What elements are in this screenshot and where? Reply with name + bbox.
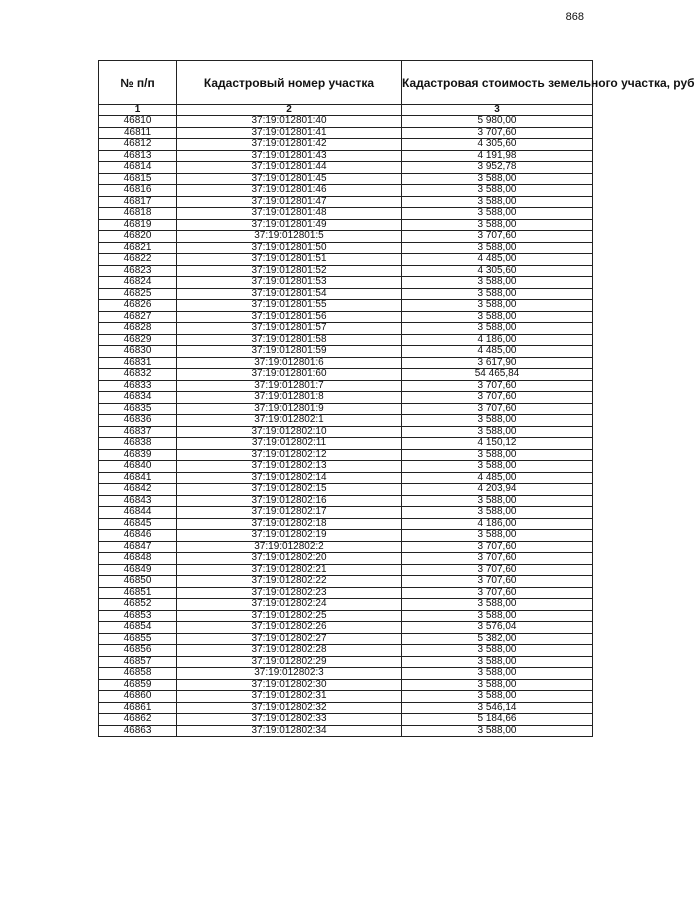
cadastral-number: 37:19:012801:57: [177, 323, 402, 335]
table-row: [99, 403, 593, 415]
table-row: [99, 392, 593, 404]
cadastral-number: 37:19:012801:47: [177, 196, 402, 208]
row-number: 46860: [99, 691, 177, 703]
table-row: [99, 242, 593, 254]
cadastral-cost: 3 588,00: [402, 242, 593, 254]
cadastral-cost: 3 588,00: [402, 277, 593, 289]
cadastral-number: 37:19:012802:12: [177, 449, 402, 461]
cadastral-number: 37:19:012801:41: [177, 127, 402, 139]
cadastral-number: 37:19:012802:34: [177, 725, 402, 737]
cadastral-number: 37:19:012802:18: [177, 518, 402, 530]
cadastral-cost: 3 588,00: [402, 610, 593, 622]
table-row: [99, 139, 593, 151]
table-row: [99, 725, 593, 737]
cadastral-number: 37:19:012802:26: [177, 622, 402, 634]
table-row: [99, 530, 593, 542]
cadastral-cost: 3 588,00: [402, 645, 593, 657]
row-number: 46843: [99, 495, 177, 507]
table-row: [99, 116, 593, 128]
row-number: 46822: [99, 254, 177, 266]
row-number: 46855: [99, 633, 177, 645]
cadastral-number: 37:19:012802:21: [177, 564, 402, 576]
cadastral-cost: 5 980,00: [402, 116, 593, 128]
cadastral-cost: 3 707,60: [402, 392, 593, 404]
column-number-1: 1: [99, 105, 177, 116]
row-number: 46824: [99, 277, 177, 289]
cadastral-number: 37:19:012801:9: [177, 403, 402, 415]
row-number: 46858: [99, 668, 177, 680]
cadastral-number: 37:19:012802:3: [177, 668, 402, 680]
row-number: 46847: [99, 541, 177, 553]
row-number: 46845: [99, 518, 177, 530]
table-row: [99, 553, 593, 565]
cadastral-cost: 3 588,00: [402, 725, 593, 737]
row-number: 46857: [99, 656, 177, 668]
table-row: [99, 587, 593, 599]
cadastral-cost: 3 588,00: [402, 323, 593, 335]
cadastral-cost: 3 588,00: [402, 530, 593, 542]
cadastral-number: 37:19:012802:24: [177, 599, 402, 611]
table-row: [99, 426, 593, 438]
table-row: [99, 656, 593, 668]
table-row: [99, 277, 593, 289]
header-cadastral-cost: Кадастровая стоимость земельного участка, руб: [402, 61, 593, 105]
cadastral-number: 37:19:012802:23: [177, 587, 402, 599]
row-number: 46839: [99, 449, 177, 461]
table-row: [99, 472, 593, 484]
table-row: [99, 449, 593, 461]
cadastral-cost: 3 588,00: [402, 219, 593, 231]
cadastral-cost: 4 186,00: [402, 334, 593, 346]
row-number: 46823: [99, 265, 177, 277]
cadastral-number: 37:19:012802:11: [177, 438, 402, 450]
table-row: [99, 691, 593, 703]
table-row: [99, 288, 593, 300]
row-number: 46852: [99, 599, 177, 611]
column-number-3: 3: [402, 105, 593, 116]
cadastral-cost: 3 588,00: [402, 185, 593, 197]
cadastral-number: 37:19:012802:16: [177, 495, 402, 507]
table-row: [99, 219, 593, 231]
cadastral-number: 37:19:012801:44: [177, 162, 402, 174]
table-row: [99, 254, 593, 266]
table-row: [99, 610, 593, 622]
cadastral-number: 37:19:012801:51: [177, 254, 402, 266]
row-number: 46834: [99, 392, 177, 404]
cadastral-cost: 3 707,60: [402, 380, 593, 392]
row-number: 46853: [99, 610, 177, 622]
cadastral-number: 37:19:012802:29: [177, 656, 402, 668]
cadastral-cost: 3 707,60: [402, 231, 593, 243]
row-number: 46862: [99, 714, 177, 726]
table-row: [99, 173, 593, 185]
row-number: 46830: [99, 346, 177, 358]
table-row: [99, 461, 593, 473]
page-number: 868: [565, 11, 584, 23]
cadastral-number: 37:19:012802:14: [177, 472, 402, 484]
cadastral-cost: 54 465,84: [402, 369, 593, 381]
cadastral-number: 37:19:012802:22: [177, 576, 402, 588]
table-header: [99, 61, 695, 116]
table-row: [99, 208, 593, 220]
row-number: 46818: [99, 208, 177, 220]
table-row: [99, 380, 593, 392]
cadastral-number: 37:19:012802:13: [177, 461, 402, 473]
table-row: [99, 622, 593, 634]
cadastral-number: 37:19:012801:7: [177, 380, 402, 392]
cadastral-cost: 4 203,94: [402, 484, 593, 496]
row-number: 46814: [99, 162, 177, 174]
table-row: [99, 679, 593, 691]
cadastral-cost: 4 485,00: [402, 472, 593, 484]
cadastral-cost: 4 485,00: [402, 346, 593, 358]
cadastral-number: 37:19:012801:48: [177, 208, 402, 220]
cadastral-number: 37:19:012801:40: [177, 116, 402, 128]
cadastral-cost: 4 485,00: [402, 254, 593, 266]
cadastral-number: 37:19:012801:45: [177, 173, 402, 185]
row-number: 46831: [99, 357, 177, 369]
cadastral-cost: 3 588,00: [402, 691, 593, 703]
cadastral-cost: 3 707,60: [402, 127, 593, 139]
cadastral-cost: 3 588,00: [402, 656, 593, 668]
row-number: 46816: [99, 185, 177, 197]
table-row: [99, 127, 593, 139]
cadastral-cost: 3 588,00: [402, 599, 593, 611]
cadastral-number: 37:19:012802:33: [177, 714, 402, 726]
row-number: 46849: [99, 564, 177, 576]
row-number: 46825: [99, 288, 177, 300]
cadastral-cost: 3 588,00: [402, 196, 593, 208]
cadastral-number: 37:19:012801:54: [177, 288, 402, 300]
column-number-row: [99, 105, 593, 116]
table-row: [99, 162, 593, 174]
row-number: 46815: [99, 173, 177, 185]
cadastral-cost: 3 588,00: [402, 311, 593, 323]
header-cadastral-number: Кадастровый номер участка: [177, 61, 402, 105]
table-row: [99, 438, 593, 450]
cadastral-number: 37:19:012801:56: [177, 311, 402, 323]
row-number: 46828: [99, 323, 177, 335]
cadastral-cost: 3 588,00: [402, 679, 593, 691]
cadastral-number: 37:19:012802:17: [177, 507, 402, 519]
cadastral-number: 37:19:012802:25: [177, 610, 402, 622]
cadastral-number: 37:19:012802:20: [177, 553, 402, 565]
table-row: [99, 518, 593, 530]
row-number: 46856: [99, 645, 177, 657]
row-number: 46813: [99, 150, 177, 162]
header-number: № п/п: [99, 61, 177, 105]
cadastral-cost: 3 707,60: [402, 576, 593, 588]
table-row: [99, 357, 593, 369]
row-number: 46835: [99, 403, 177, 415]
row-number: 46861: [99, 702, 177, 714]
cadastral-number: 37:19:012802:27: [177, 633, 402, 645]
column-number-2: 2: [177, 105, 402, 116]
cadastral-cost: 3 588,00: [402, 173, 593, 185]
table-body: [99, 116, 593, 737]
table-row: [99, 323, 593, 335]
row-number: 46859: [99, 679, 177, 691]
cadastral-cost: 3 588,00: [402, 461, 593, 473]
cadastral-cost: 4 191,98: [402, 150, 593, 162]
table-row: [99, 541, 593, 553]
cadastral-number: 37:19:012802:31: [177, 691, 402, 703]
row-number: 46842: [99, 484, 177, 496]
cadastral-cost: 3 588,00: [402, 415, 593, 427]
cadastral-cost: 3 546,14: [402, 702, 593, 714]
cadastral-cost: 3 588,00: [402, 668, 593, 680]
table-row: [99, 369, 593, 381]
table-row: [99, 633, 593, 645]
cadastral-cost: 5 382,00: [402, 633, 593, 645]
row-number: 46812: [99, 139, 177, 151]
table-row: [99, 507, 593, 519]
row-number: 46820: [99, 231, 177, 243]
row-number: 46821: [99, 242, 177, 254]
table-row: [99, 300, 593, 312]
row-number: 46837: [99, 426, 177, 438]
cadastral-cost: 3 588,00: [402, 426, 593, 438]
cadastral-number: 37:19:012802:28: [177, 645, 402, 657]
cadastral-number: 37:19:012801:42: [177, 139, 402, 151]
table-row: [99, 576, 593, 588]
table-row: [99, 668, 593, 680]
cadastral-cost: 4 305,60: [402, 139, 593, 151]
cadastral-cost: 3 707,60: [402, 587, 593, 599]
cadastral-table: [98, 60, 695, 737]
cadastral-cost: 3 617,90: [402, 357, 593, 369]
cadastral-cost: 4 150,12: [402, 438, 593, 450]
cadastral-cost: 3 707,60: [402, 553, 593, 565]
cadastral-cost: 4 305,60: [402, 265, 593, 277]
table-row: [99, 645, 593, 657]
table-row: [99, 346, 593, 358]
cadastral-cost: 3 707,60: [402, 541, 593, 553]
row-number: 46846: [99, 530, 177, 542]
cadastral-number: 37:19:012802:19: [177, 530, 402, 542]
cadastral-cost: 3 707,60: [402, 403, 593, 415]
cadastral-cost: 3 588,00: [402, 288, 593, 300]
cadastral-number: 37:19:012802:30: [177, 679, 402, 691]
cadastral-number: 37:19:012801:58: [177, 334, 402, 346]
row-number: 46829: [99, 334, 177, 346]
cadastral-cost: 3 952,78: [402, 162, 593, 174]
cadastral-cost: 3 588,00: [402, 495, 593, 507]
cadastral-number: 37:19:012801:55: [177, 300, 402, 312]
row-number: 46826: [99, 300, 177, 312]
cadastral-number: 37:19:012802:10: [177, 426, 402, 438]
table-row: [99, 415, 593, 427]
table-row: [99, 495, 593, 507]
cadastral-number: 37:19:012801:6: [177, 357, 402, 369]
cadastral-number: 37:19:012801:60: [177, 369, 402, 381]
table-row: [99, 702, 593, 714]
row-number: 46841: [99, 472, 177, 484]
row-number: 46838: [99, 438, 177, 450]
cadastral-number: 37:19:012802:1: [177, 415, 402, 427]
row-number: 46850: [99, 576, 177, 588]
cadastral-number: 37:19:012801:50: [177, 242, 402, 254]
table-row: [99, 484, 593, 496]
row-number: 46832: [99, 369, 177, 381]
cadastral-cost: 5 184,66: [402, 714, 593, 726]
cadastral-number: 37:19:012801:8: [177, 392, 402, 404]
table-row: [99, 334, 593, 346]
cadastral-number: 37:19:012801:49: [177, 219, 402, 231]
row-number: 46844: [99, 507, 177, 519]
cadastral-number: 37:19:012802:15: [177, 484, 402, 496]
cadastral-number: 37:19:012801:53: [177, 277, 402, 289]
row-number: 46840: [99, 461, 177, 473]
cadastral-cost: 3 588,00: [402, 449, 593, 461]
row-number: 46810: [99, 116, 177, 128]
table-row: [99, 265, 593, 277]
table-row: [99, 599, 593, 611]
cadastral-cost: 4 186,00: [402, 518, 593, 530]
table-row: [99, 564, 593, 576]
table-row: [99, 714, 593, 726]
cadastral-number: 37:19:012802:2: [177, 541, 402, 553]
row-number: 46848: [99, 553, 177, 565]
cadastral-number: 37:19:012801:46: [177, 185, 402, 197]
cadastral-cost: 3 576,04: [402, 622, 593, 634]
row-number: 46827: [99, 311, 177, 323]
cadastral-number: 37:19:012802:32: [177, 702, 402, 714]
table-row: [99, 196, 593, 208]
table-row: [99, 311, 593, 323]
cadastral-number: 37:19:012801:59: [177, 346, 402, 358]
table-row: [99, 185, 593, 197]
header-row: [99, 61, 593, 105]
cadastral-cost: 3 707,60: [402, 564, 593, 576]
cadastral-number: 37:19:012801:52: [177, 265, 402, 277]
row-number: 46833: [99, 380, 177, 392]
row-number: 46811: [99, 127, 177, 139]
table-row: [99, 231, 593, 243]
cadastral-table-container: [98, 60, 695, 737]
row-number: 46851: [99, 587, 177, 599]
row-number: 46817: [99, 196, 177, 208]
table-row: [99, 150, 593, 162]
cadastral-cost: 3 588,00: [402, 300, 593, 312]
cadastral-number: 37:19:012801:5: [177, 231, 402, 243]
row-number: 46819: [99, 219, 177, 231]
cadastral-cost: 3 588,00: [402, 507, 593, 519]
cadastral-cost: 3 588,00: [402, 208, 593, 220]
cadastral-number: 37:19:012801:43: [177, 150, 402, 162]
row-number: 46863: [99, 725, 177, 737]
row-number: 46836: [99, 415, 177, 427]
row-number: 46854: [99, 622, 177, 634]
